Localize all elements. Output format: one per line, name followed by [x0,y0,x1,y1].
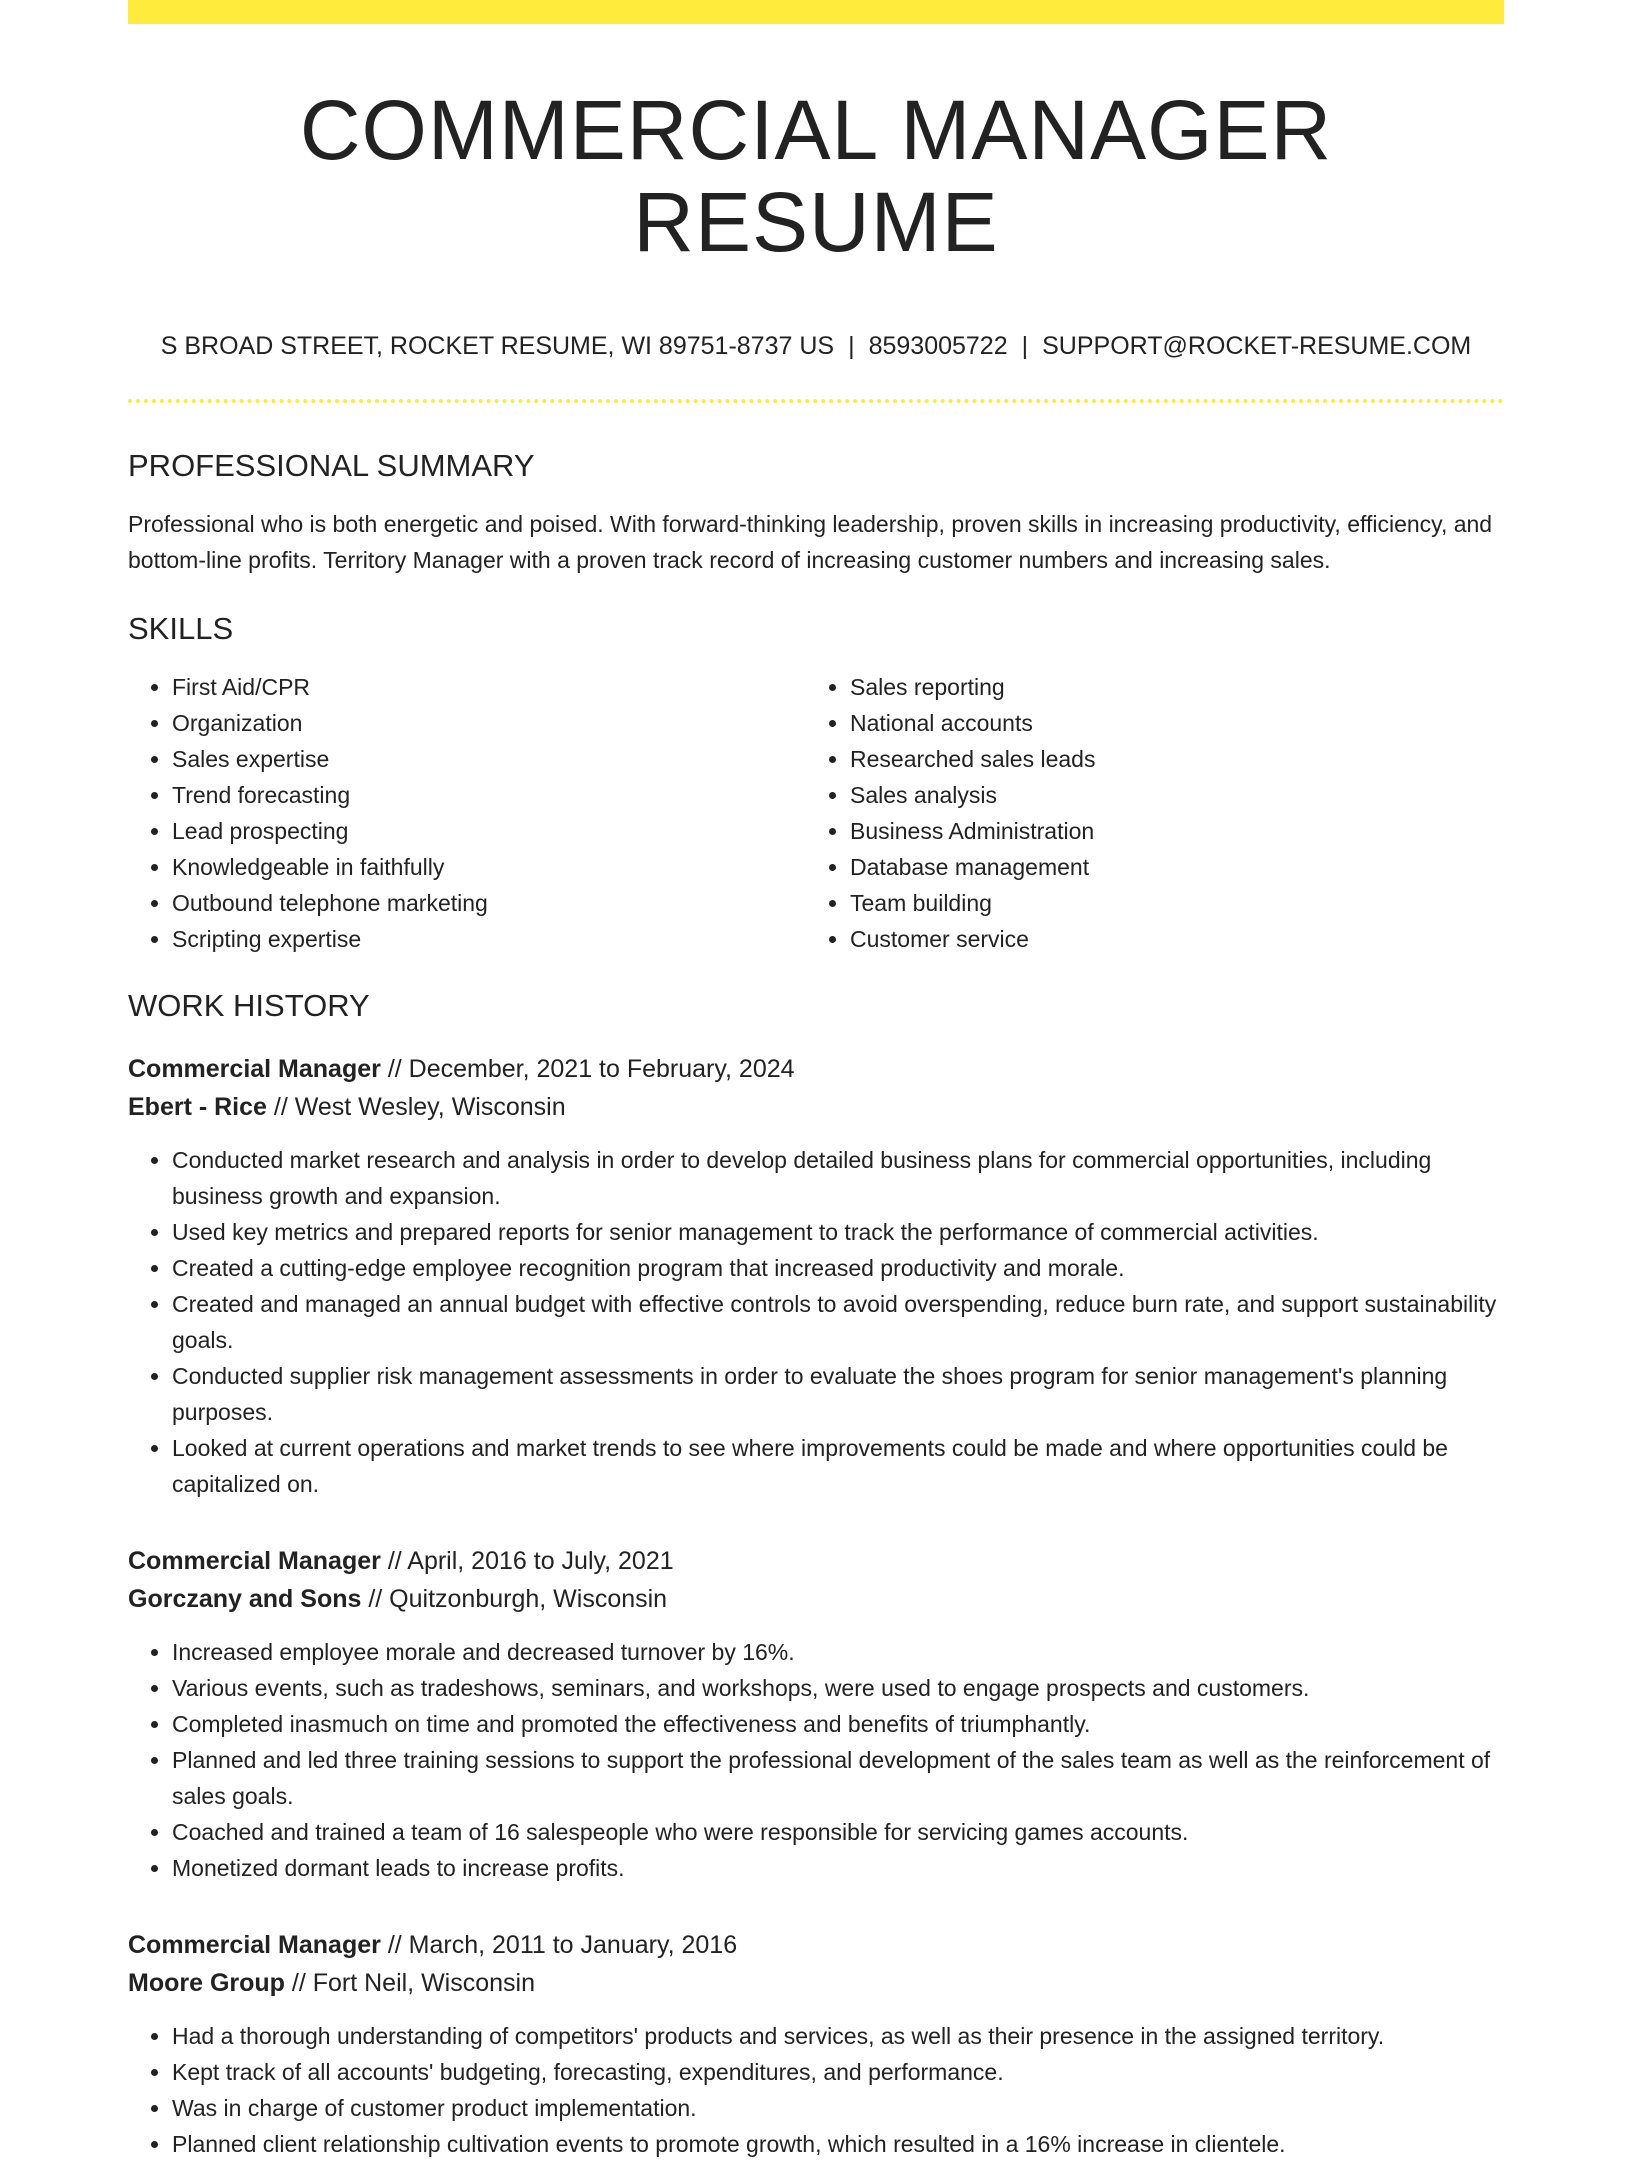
skill-item: • Sales reporting [850,669,1484,705]
job-title: Commercial Manager [128,1931,381,1960]
job-company-line [128,1580,1504,1618]
job-title-line [128,1050,1504,1088]
job-bullet: • Created a cutting-edge employee recognition program that increased productivity and morale. [172,1250,1504,1286]
skill-item: • Database management [850,849,1484,885]
skill-item: • Lead prospecting [172,813,806,849]
summary-text: Professional who is both energetic and poised. With forward-thinking leadership, proven skills in increasing productivity, efficiency, and bottom-line profits. Territory Manager with a proven track record of increasing customer numbers and increasing sales. [128,510,1493,573]
summary-heading: PROFESSIONAL SUMMARY [128,447,535,483]
skill-item: • Organization [172,705,806,741]
skill-item: • Business Administration [850,813,1484,849]
job-title: Commercial Manager [128,1547,381,1576]
work-history-heading: WORK HISTORY [128,988,370,1024]
job-location: // West Wesley, Wisconsin [266,1093,566,1122]
skill-item: • Team building [850,885,1484,921]
job-bullet: • Created and managed an annual budget with effective controls to avoid overspending, reduce burn rate, and support sustainability goals. [172,1286,1504,1358]
job-bullet: • Had a thorough understanding of competitors' products and services, as well as their presence in the assigned territory. [172,2018,1504,2054]
skill-item: • Sales analysis [850,777,1484,813]
job-title: Commercial Manager [128,1055,381,1084]
job-company: Ebert - Rice [128,1093,267,1122]
job-bullet: • Used key metrics and prepared reports for senior management to track the performance of commercial activities. [172,1214,1504,1250]
contact-line [128,331,1504,361]
job-company-line [128,1964,1504,2002]
job-dates: // December, 2021 to February, 2024 [380,1055,795,1084]
job-bullet: • Planned client relationship cultivation events to promote growth, which resulted in a 16% increase in clientele. [172,2126,1504,2162]
job-bullet: • Looked at current operations and market trends to see where improvements could be made and where opportunities could be capitalized on. [172,1430,1504,1502]
resume-title: COMMERCIAL MANAGER RESUME [299,83,1333,270]
contact-separator: | [1021,331,1029,360]
job-title-line [128,1542,1504,1580]
skill-item: • National accounts [850,705,1484,741]
skills-heading: SKILLS [128,610,234,646]
job-bullet: • Planned and led three training sessions to support the professional development of the sales team as well as the reinforcement of sales goals. [172,1742,1504,1814]
job-bullets [128,1142,1504,1502]
job-company: Gorczany and Sons [128,1585,362,1614]
job-company-line [128,1088,1504,1126]
skill-item: • Scripting expertise [172,921,806,957]
skill-item: • First Aid/CPR [172,669,806,705]
job-bullet: • Conducted market research and analysis in order to develop detailed business plans for commercial opportunities, including business growth and expansion. [172,1142,1504,1214]
skill-item: • Knowledgeable in faithfully [172,849,806,885]
contact-phone: 8593005722 [868,331,1008,360]
skills-column-right [806,669,1484,957]
job-bullet: • Monetized dormant leads to increase profits. [172,1850,1504,1886]
job-company: Moore Group [128,1969,285,1998]
top-accent-bar [128,0,1504,24]
contact-address: S BROAD STREET, ROCKET RESUME, WI 89751-8737 US [160,331,835,360]
dotted-divider [128,399,1504,403]
job-bullet: • Increased employee morale and decreased turnover by 16%. [172,1634,1504,1670]
job-bullet: • Completed inasmuch on time and promoted the effectiveness and benefits of triumphantly. [172,1706,1504,1742]
job-entry [128,1926,1504,2162]
job-bullet: • Conducted supplier risk management assessments in order to evaluate the shoes program for senior management's planning purposes. [172,1358,1504,1430]
job-bullets [128,1634,1504,1886]
job-dates: // March, 2011 to January, 2016 [380,1931,738,1960]
contact-email: SUPPORT@ROCKET-RESUME.COM [1042,331,1472,360]
job-bullet: • Various events, such as tradeshows, seminars, and workshops, were used to engage prospects and customers. [172,1670,1504,1706]
job-bullet: • Kept track of all accounts' budgeting, forecasting, expenditures, and performance. [172,2054,1504,2090]
resume-page [128,0,1504,2162]
job-location: // Quitzonburgh, Wisconsin [361,1585,668,1614]
job-dates: // April, 2016 to July, 2021 [380,1547,674,1576]
job-title-line [128,1926,1504,1964]
skill-item: • Trend forecasting [172,777,806,813]
skill-item: • Researched sales leads [850,741,1484,777]
job-bullet: • Coached and trained a team of 16 salespeople who were responsible for servicing games accounts. [172,1814,1504,1850]
job-entry [128,1050,1504,1502]
skill-item: • Outbound telephone marketing [172,885,806,921]
job-bullet: • Was in charge of customer product implementation. [172,2090,1504,2126]
job-entry [128,1542,1504,1886]
skill-item: • Customer service [850,921,1484,957]
job-bullets [128,2018,1504,2162]
job-location: // Fort Neil, Wisconsin [284,1969,535,1998]
skills-column-left [128,669,806,957]
skills-list [128,669,1504,957]
contact-separator: | [848,331,855,360]
skill-item: • Sales expertise [172,741,806,777]
